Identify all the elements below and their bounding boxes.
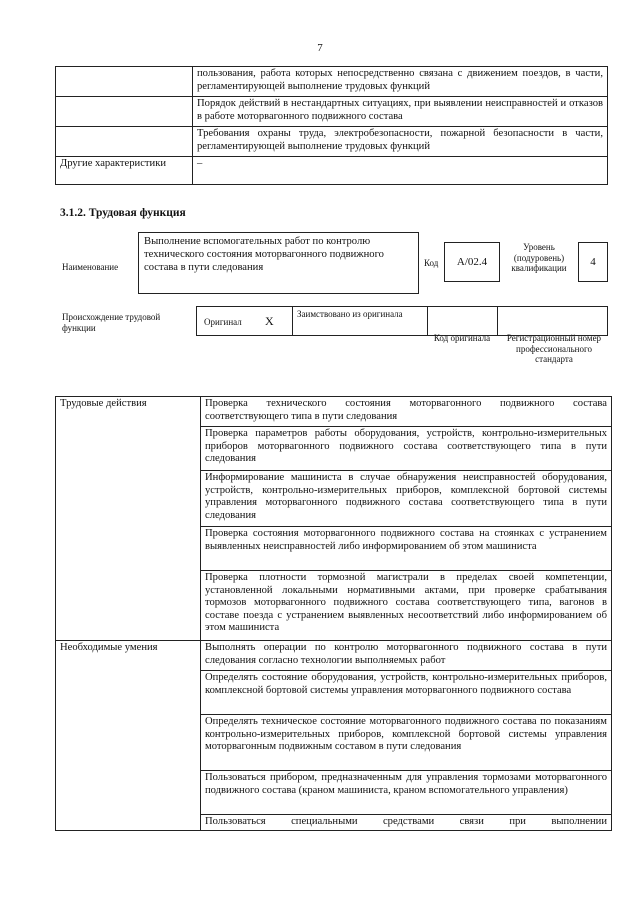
top-table <box>55 66 608 185</box>
top-table-cell: Требования охраны труда, электробезопасности, пожарной безопасности в части, регламентирующей выполнение трудовых функций <box>193 127 608 157</box>
function-name-box: Выполнение вспомогательных работ по контролю технического состояния моторвагонного подвижного состава в пути следования <box>138 232 419 294</box>
actions-label: Трудовые действия <box>56 397 201 641</box>
other-characteristics-value: – <box>193 157 608 185</box>
origin-label: Происхождение трудовой функции <box>62 312 161 333</box>
action-item: Проверка состояния моторвагонного подвижного состава на стоянках с устранением выявленных неисправностей либо информированием об этом машиниста <box>201 527 612 571</box>
level-label: Уровень (подуровень) квалификации <box>511 242 567 273</box>
skill-item: Пользоваться прибором, предназначенным для управления тормозами моторвагонного подвижного состава (краном машиниста, краном вспомогательного управления) <box>201 771 612 815</box>
name-label: Наименование <box>62 262 119 272</box>
skills-label: Необходимые умения <box>56 641 201 831</box>
level-box: 4 <box>578 242 608 282</box>
page-number: 7 <box>317 42 323 54</box>
reg-number-caption: Регистрационный номер профессионального стандарта <box>506 333 602 364</box>
top-table-cell: пользования, работа которых непосредственно связана с движением поездов, в части, регламентирующей выполнение трудовых функций <box>193 67 608 97</box>
divider <box>427 306 428 336</box>
action-item: Проверка плотности тормозной магистрали в пределах своей компетенции, установленной локальными нормативными актами, при проверке срабатывания тормозов моторвагонного подвижного состава соответствующего типа, вагонов в составе поезда с устранением выявленных несоответствий либо информированием об этом машиниста <box>201 571 612 641</box>
top-table-cell: Порядок действий в нестандартных ситуациях, при выявлении неисправностей и отказов в работе моторвагонного подвижного состава <box>193 97 608 127</box>
code-label: Код <box>424 258 439 268</box>
top-table-left-cell <box>56 67 193 97</box>
origin-row <box>196 306 608 336</box>
top-table-left-cell <box>56 127 193 157</box>
code-original-caption: Код оригинала <box>433 333 491 343</box>
borrowed-label: Заимствовано из оригинала <box>297 309 403 319</box>
function-code-box: А/02.4 <box>444 242 500 282</box>
skill-item: Определять техническое состояние моторвагонного подвижного состава по показаниям контрольно-измерительных приборов, комплексной бортовой системы управления моторвагонным подвижным составом в пути следования <box>201 715 612 771</box>
original-label: Оригинал <box>204 317 242 327</box>
main-table <box>55 396 612 831</box>
skill-item: Выполнять операции по контролю моторвагонного подвижного состава в пути следования согласно технологии выполняемых работ <box>201 641 612 671</box>
action-item: Проверка технического состояния моторвагонного подвижного состава соответствующего типа в пути следования <box>201 397 612 427</box>
skill-item: Определять состояние оборудования, устройств, контрольно-измерительных приборов, комплексной бортовой системы управления моторвагонного подвижного состава <box>201 671 612 715</box>
action-item: Проверка параметров работы оборудования, устройств, контрольно-измерительных приборов моторвагонного подвижного состава соответствующего типа в пути следования <box>201 427 612 471</box>
divider <box>497 306 498 336</box>
section-title: 3.1.2. Трудовая функция <box>60 207 186 219</box>
original-mark: Х <box>265 314 274 328</box>
other-characteristics-label: Другие характеристики <box>56 157 193 185</box>
skill-item: Пользоваться специальными средствами связи при выполнении <box>201 815 612 831</box>
divider <box>292 306 293 336</box>
action-item: Информирование машиниста в случае обнаружения неисправностей оборудования, устройств, контрольно-измерительных приборов, комплексной бортовой системы управления моторвагонного подвижного состава соответствующего типа в пути следования <box>201 471 612 527</box>
top-table-left-cell <box>56 97 193 127</box>
